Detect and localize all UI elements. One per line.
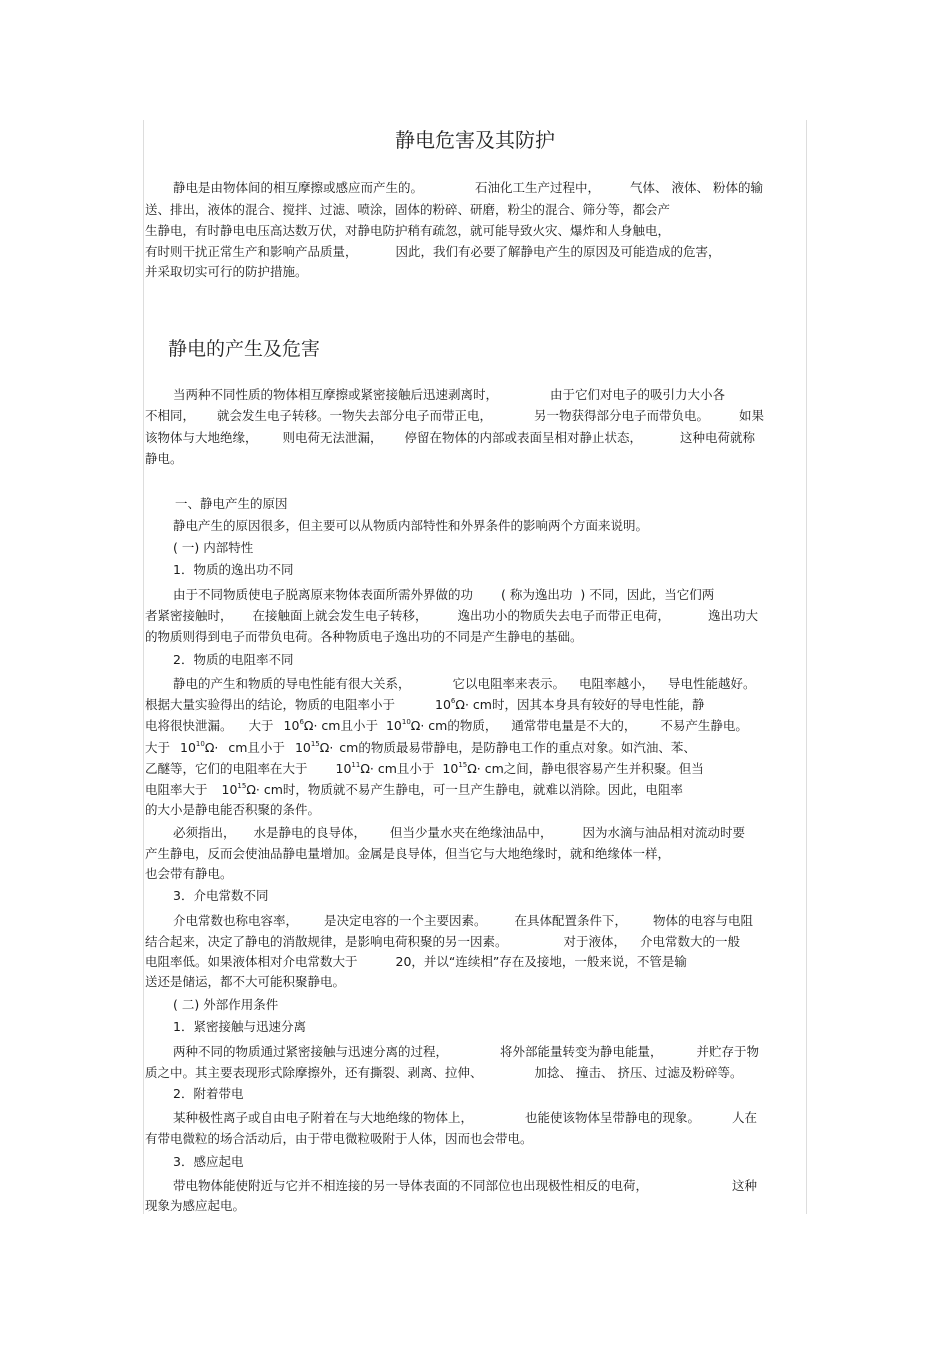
- item2-line-2: 根据大量实验得出的结论，物质的电阻率小于 $10^6\Omega\cdot$ cm时，因其本身具有较好的导电性能，静: [145, 697, 705, 712]
- causes-heading: 一、静电产生的原因: [175, 496, 288, 511]
- document-title: 静电危害及其防护: [395, 128, 555, 152]
- section-intro-line-2: 不相同， 就会发生电子转移。一物失去部分电子而带正电， 另一物获得部分电子而带负电。 如果: [145, 408, 765, 423]
- ext3-heading: 3．感应起电: [173, 1154, 244, 1169]
- item3-heading: 3．介电常数不同: [173, 888, 269, 903]
- ext3-line-2: 现象为感应起电。: [145, 1198, 246, 1213]
- item1-line-3: 的物质则得到电子而带负电荷。各种物质电子逸出功的不同是产生静电的基础。: [145, 629, 583, 644]
- item3-line-4: 送还是储运，都不大可能积聚静电。: [145, 974, 346, 989]
- item2-line-7: 的大小是静电能否积聚的条件。: [145, 802, 321, 817]
- item2-heading: 2．物质的电阻率不同: [173, 652, 294, 667]
- section-intro-line-4: 静电。: [145, 451, 183, 466]
- item3-line-3: 电阻率低。如果液体相对介电常数大于 20，并以“连续相”存在及接地，一般来说，不管是输: [145, 954, 687, 969]
- internal-heading: ( 一) 内部特性: [173, 540, 254, 555]
- item2-line-1: 静电的产生和物质的导电性能有很大关系， 它以电阻率来表示。 电阻率越小， 导电性能越好。: [173, 676, 756, 691]
- external-heading: ( 二) 外部作用条件: [173, 997, 279, 1012]
- ext1-line-1: 两种不同的物质通过紧密接触与迅速分离的过程， 将外部能量转变为静电能量， 并贮存于物: [173, 1044, 760, 1059]
- item2-note-line-3: 也会带有静电。: [145, 866, 233, 881]
- item1-heading: 1．物质的逸出功不同: [173, 562, 294, 577]
- intro-line-1: 静电是由物体间的相互摩擦或感应而产生的。 石油化工生产过程中， 气体、 液体、 粉体的输: [173, 180, 763, 195]
- section-heading: 静电的产生及危害: [168, 338, 321, 360]
- ext2-line-2: 有带电微粒的场合活动后，由于带电微粒吸附于人体，因而也会带电。: [145, 1131, 533, 1146]
- page-border-left: [143, 120, 144, 1214]
- intro-line-4: 有时则干扰正常生产和影响产品质量， 因此，我们有必要了解静电产生的原因及可能造成的危害，: [145, 244, 721, 259]
- item2-note-line-2: 产生静电，反而会使油品静电量增加。金属是良导体，但当它与大地绝缘时，就和绝缘体一样，: [145, 846, 671, 861]
- ext2-line-1: 某种极性离子或自由电子附着在与大地绝缘的物体上， 也能使该物体呈带静电的现象。 人在: [173, 1110, 758, 1125]
- intro-line-5: 并采取切实可行的防护措施。: [145, 264, 308, 279]
- item3-line-1: 介电常数也称电容率， 是决定电容的一个主要因素。 在具体配置条件下， 物体的电容与电阻: [173, 913, 754, 928]
- intro-line-3: 生静电，有时静电电压高达数万伏，对静电防护稍有疏忽，就可能导致火灾、爆炸和人身触电，: [145, 223, 671, 238]
- ext3-line-1: 带电物体能使附近与它并不相连接的另一导体表面的不同部位也出现极性相反的电荷， 这种: [173, 1178, 758, 1193]
- section-intro-line-3: 该物体与大地绝缘， 则电荷无法泄漏， 停留在物体的内部或表面呈相对静止状态， 这种电荷就称: [145, 430, 756, 445]
- page-border-right: [806, 120, 807, 1214]
- causes-intro: 静电产生的原因很多，但主要可以从物质内部特性和外界条件的影响两个方面来说明。: [173, 518, 649, 533]
- item2-line-5: 乙醚等，它们的电阻率在大于 $10^{11}\Omega\cdot$ cm且小于 $10^{15}\Omega\cdot$ cm之间，静电很容易产生并积聚。但当: [145, 761, 704, 776]
- ext1-heading: 1．紧密接触与迅速分离: [173, 1019, 306, 1034]
- intro-line-2: 送、排出，液体的混合、搅拌、过滤、喷涂，固体的粉碎、研磨，粉尘的混合、筛分等，都会产: [145, 202, 671, 217]
- section-intro-line-1: 当两种不同性质的物体相互摩擦或紧密接触后迅速剥离时， 由于它们对电子的吸引力大小各: [173, 387, 726, 402]
- item2-line-3: 电将很快泄漏。 大于 $10^6\Omega\cdot$ cm且小于 $10^{10}\Omega\cdot$ cm的物质， 通常带电量是不大的， 不易产生静电。: [145, 718, 748, 733]
- ext1-line-2: 质之中。其主要表现形式除摩擦外，还有撕裂、剥离、拉伸、 加捻、 撞击、 挤压、过滤及粉碎等。: [145, 1065, 743, 1080]
- ext2-heading: 2．附着带电: [173, 1086, 244, 1101]
- item2-note-line-1: 必须指出， 水是静电的良导体， 但当少量水夹在绝缘油品中， 因为水滴与油品相对流动时要: [173, 825, 746, 840]
- item1-line-2: 者紧密接触时， 在接触面上就会发生电子转移， 逸出功小的物质失去电子而带正电荷， 逸出功大: [145, 608, 759, 623]
- item2-line-6: 电阻率大于 $10^{15}\Omega\cdot$ cm时，物质就不易产生静电，可一旦产生静电，就难以消除。因此，电阻率: [145, 782, 683, 797]
- item2-line-4: 大于 $10^{10}\Omega\cdot$ cm且小于 $10^{15}\Omega\cdot$ cm的物质最易带静电，是防静电工作的重点对象。如汽油、苯、: [145, 740, 696, 755]
- item1-line-1: 由于不同物质使电子脱离原来物体表面所需外界做的功 ( 称为逸出功 ) 不同，因此，当它们两: [173, 587, 715, 602]
- item3-line-2: 结合起来，决定了静电的消散规律，是影响电荷积聚的另一因素。 对于液体， 介电常数大的一般: [145, 934, 741, 949]
